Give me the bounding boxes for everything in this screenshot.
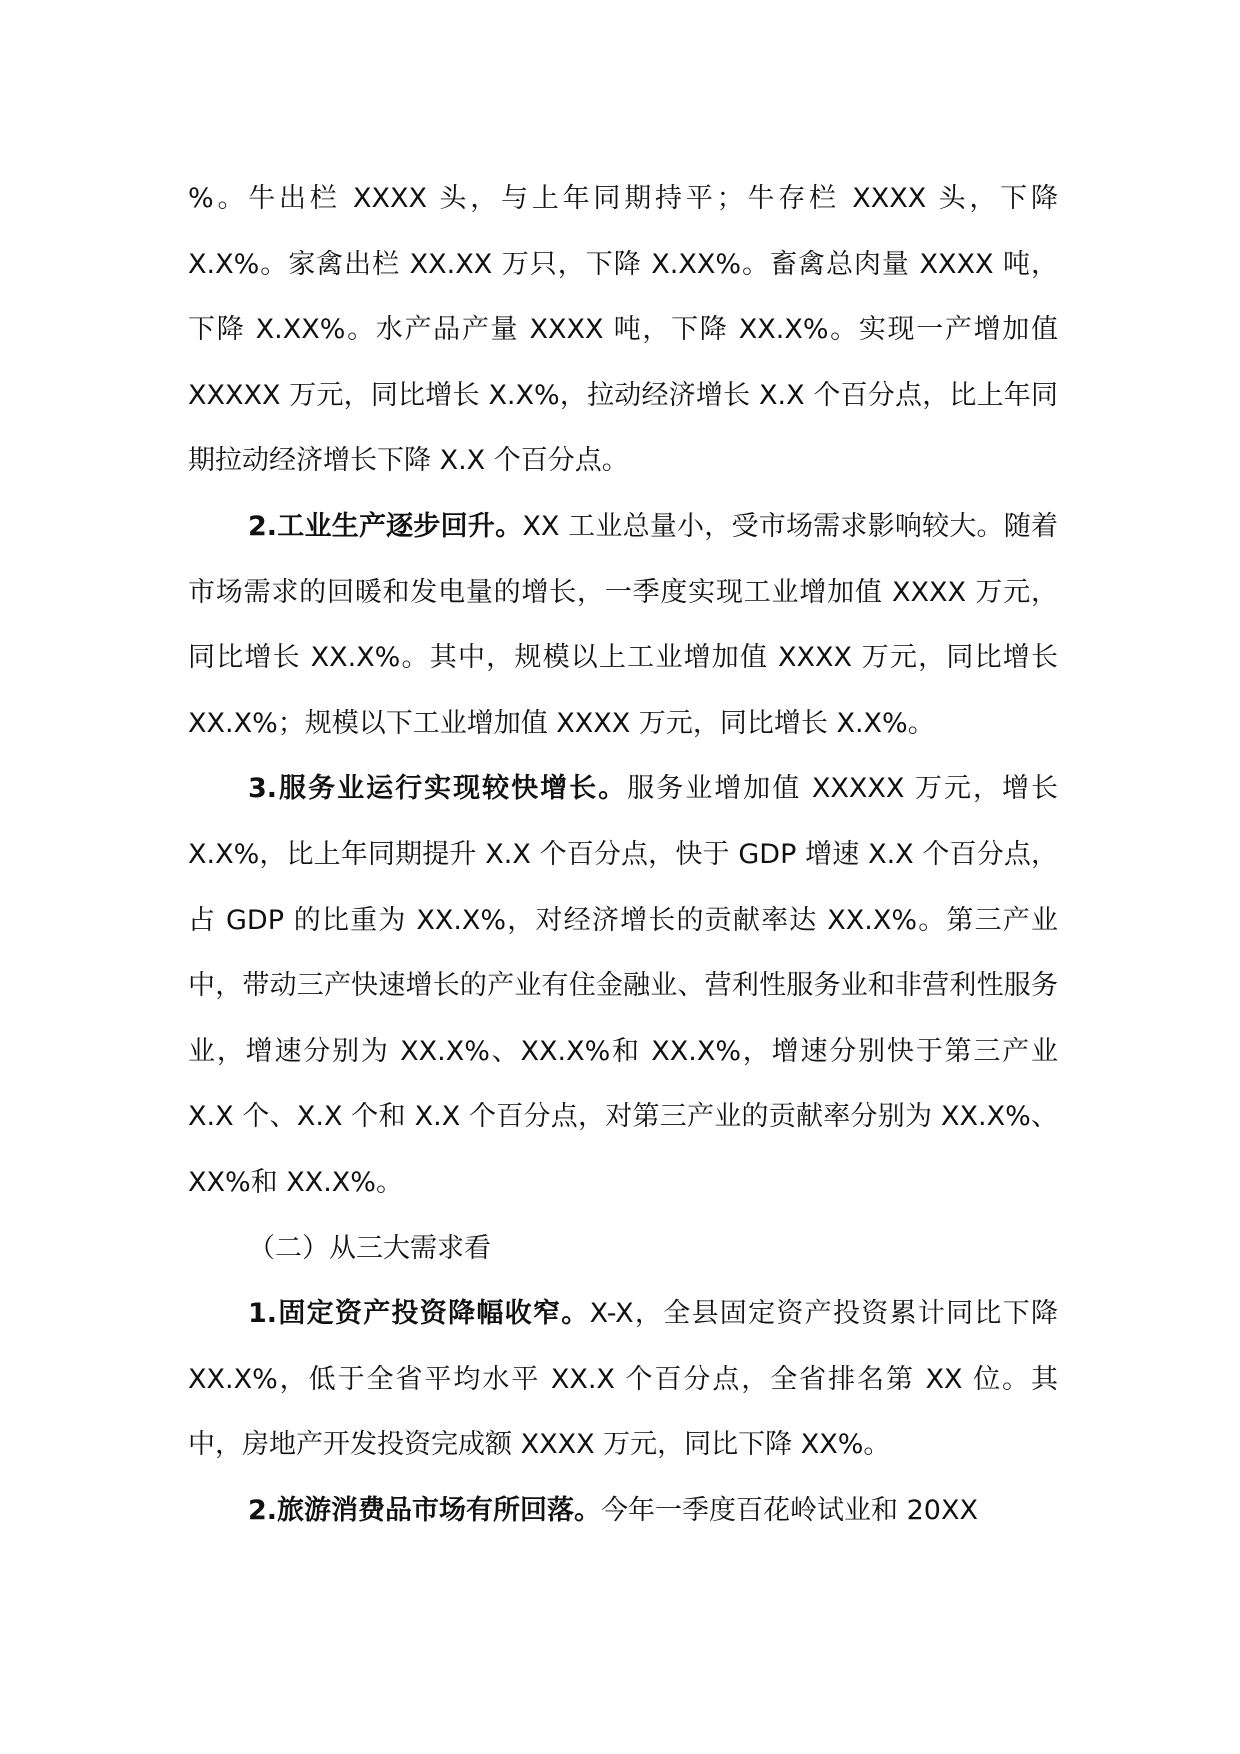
paragraph-livestock: %。牛出栏 XXXX 头，与上年同期持平；牛存栏 XXXX 头，下降 X.X%。家禽出栏 XX.XX 万只，下降 X.XX%。畜禽总肉量 XXXX 吨，下降 X.XX%。水产品产量 XXXX 吨，下降 XX.X%。实现一产增加值 XXXXX 万元，同比增长 X.X%，拉动经济增长 X.X 个百分点，比上年同期拉动经济增长下降 X.X 个百分点。 xyxy=(188,183,1058,477)
heading-services: 3.服务业运行实现较快增长。 xyxy=(248,773,628,805)
heading-industry: 2.工业生产逐步回升。 xyxy=(248,510,523,542)
body-industry: XX 工业总量小，受市场需求影响较大。随着市场需求的回暖和发电量的增长，一季度实现工业增加值 XXXX 万元，同比增长 XX.X%。其中，规模以上工业增加值 XXXX 万元，同比增长 XX.X%；规模以下工业增加值 XXXX 万元，同比增长 X.X%。 xyxy=(188,510,1059,739)
document-body xyxy=(188,166,1058,1543)
paragraph-investment xyxy=(188,1281,1058,1478)
paragraph-industry xyxy=(188,494,1058,756)
section-heading-demand: （二）从三大需求看 xyxy=(248,1232,491,1264)
body-investment: X-X，全县固定资产投资累计同比下降 XX.X%，低于全省平均水平 XX.X 个百分点，全省排名第 XX 位。其中，房地产开发投资完成额 XXXX 万元，同比下降 XX%。 xyxy=(188,1298,1059,1461)
paragraph-services xyxy=(188,756,1058,1215)
paragraph-tourism xyxy=(188,1478,1058,1544)
body-tourism: 今年一季度百花岭试业和 20XX xyxy=(601,1494,978,1526)
heading-investment: 1.固定资产投资降幅收窄。 xyxy=(248,1298,590,1330)
heading-tourism: 2.旅游消费品市场有所回落。 xyxy=(248,1494,602,1526)
body-services: 服务业增加值 XXXXX 万元，增长 X.X%，比上年同期提升 X.X 个百分点，快于 GDP 增速 X.X 个百分点，占 GDP 的比重为 XX.X%，对经济增长的贡献率达 XX.X%。第三产业中，带动三产快速增长的产业有住金融业、营利性服务业和非营利性服务业，增速分别为 XX.X%、XX.X%和 XX.X%，增速分别快于第三产业 X.X 个、X.X 个和 X.X 个百分点，对第三产业的贡献率分别为 XX.X%、XX%和 XX.X%。 xyxy=(188,773,1058,1198)
